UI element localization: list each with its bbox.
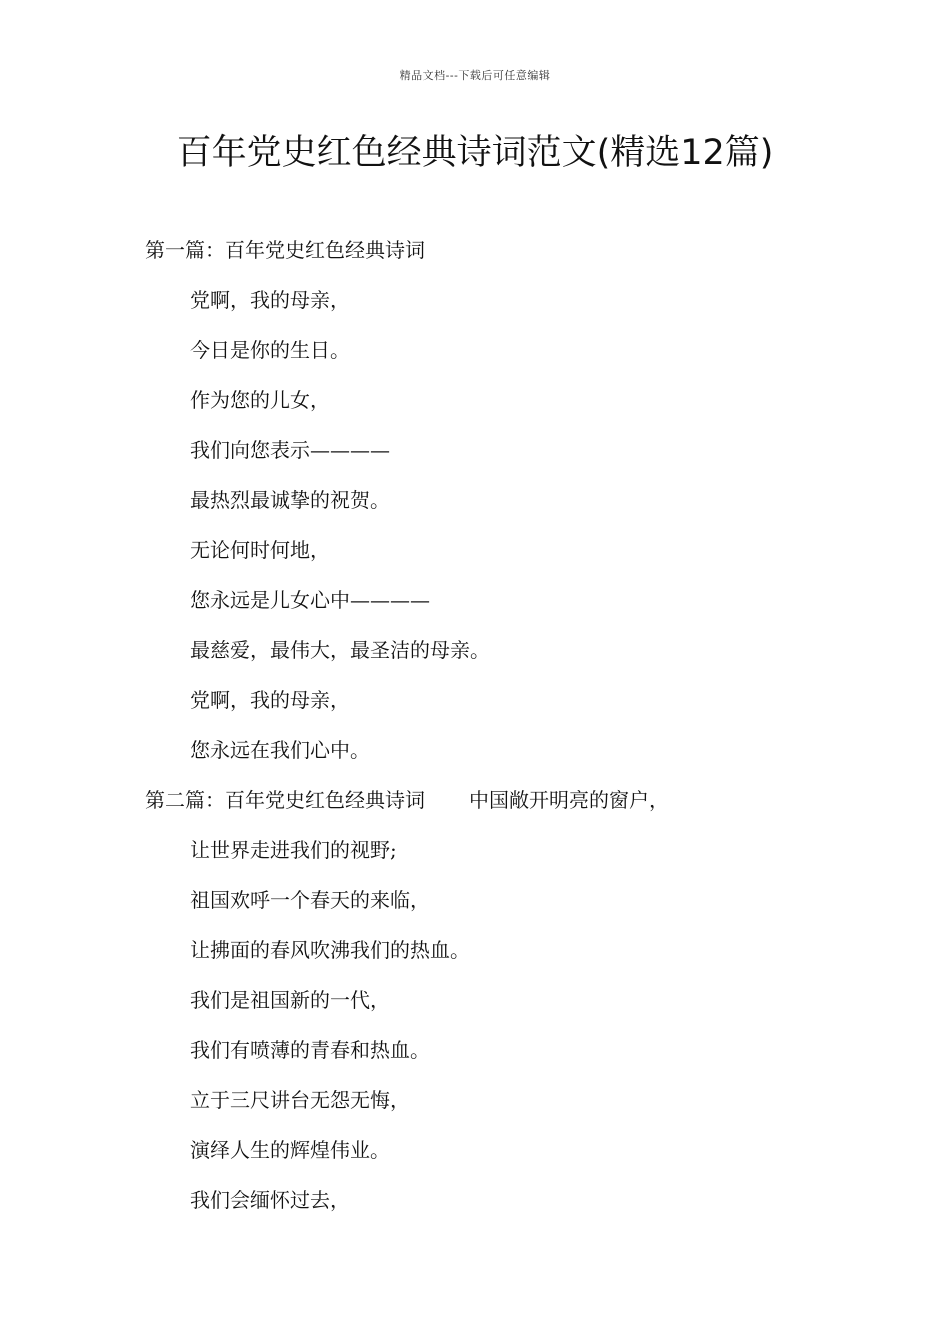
header-note: 精品文档---下载后可任意编辑: [399, 69, 551, 82]
verse-line: 无论何时何地，: [190, 538, 330, 562]
section-heading: [145, 232, 825, 282]
document-title: 百年党史红色经典诗词范文(精选12篇): [176, 133, 774, 173]
verse-line: 我们是祖国新的一代，: [190, 988, 390, 1012]
verse-line: 最慈爱，最伟大，最圣洁的母亲。: [190, 638, 490, 662]
verse-line: 今日是你的生日。: [190, 338, 350, 362]
verse-line: 您永远在我们心中。: [190, 738, 370, 762]
verse-line: 让拂面的春风吹沸我们的热血。: [190, 938, 470, 962]
verse-line: 演绎人生的辉煌伟业。: [190, 1138, 390, 1162]
verse-line: 立于三尺讲台无怨无悔，: [190, 1088, 410, 1112]
document-body: [145, 232, 825, 1232]
verse-line: 我们向您表示————: [190, 438, 390, 462]
verse-line: 我们有喷薄的青春和热血。: [190, 1038, 430, 1062]
verse-line: 祖国欢呼一个春天的来临，: [190, 888, 430, 912]
verse-line: 让世界走进我们的视野;: [190, 838, 397, 862]
verse-line: 您永远是儿女心中————: [190, 588, 430, 612]
section-heading-text: 第一篇：百年党史红色经典诗词: [145, 238, 425, 262]
verse-line: 党啊，我的母亲，: [190, 688, 350, 712]
verse-line: 最热烈最诚挚的祝贺。: [190, 488, 390, 512]
section-heading-text: 第二篇：百年党史红色经典诗词: [145, 788, 425, 812]
verse-line: 作为您的儿女，: [190, 388, 330, 412]
verse-line: 我们会缅怀过去，: [190, 1188, 350, 1212]
verse-line-inline: 中国敞开明亮的窗户，: [469, 788, 669, 812]
section-heading: [145, 782, 825, 832]
verse-line: 党啊，我的母亲，: [190, 288, 350, 312]
